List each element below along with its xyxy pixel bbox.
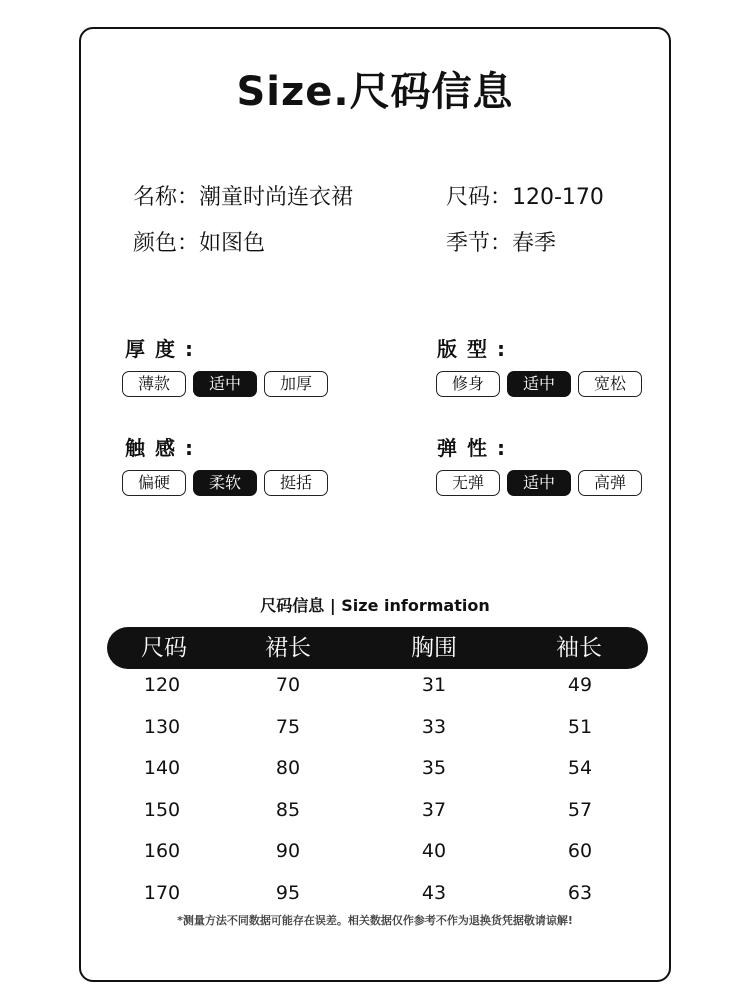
touch-option: 挺括 (264, 470, 328, 496)
table-row (0, 840, 750, 870)
table-cell: 70 (275, 674, 301, 696)
table-cell: 85 (275, 798, 301, 821)
table-cell: 170 (143, 881, 181, 904)
elasticity-option: 高弹 (578, 470, 642, 496)
table-cell: 75 (275, 715, 301, 738)
table-cell: 130 (143, 715, 181, 738)
touch-label: 触感: (125, 436, 203, 460)
table-cell: 150 (143, 798, 181, 821)
header-cell-bust: 胸围 (411, 635, 457, 661)
table-cell: 37 (421, 798, 447, 821)
thickness-label: 厚度: (125, 337, 203, 361)
table-cell: 49 (567, 674, 593, 696)
table-cell: 90 (275, 840, 301, 862)
header-cell-size: 尺码 (141, 635, 187, 661)
table-cell: 80 (275, 757, 301, 779)
header-cell-skirt-length: 裙长 (265, 635, 311, 661)
table-cell: 95 (275, 881, 301, 904)
product-size-range: 尺码：120-170 (446, 185, 604, 210)
elasticity-option: 无弹 (436, 470, 500, 496)
thickness-option: 适中 (193, 371, 257, 397)
table-cell: 120 (143, 674, 181, 696)
size-table-caption: 尺码信息 | Size information (260, 596, 490, 615)
table-cell: 40 (421, 840, 447, 862)
table-row (0, 799, 750, 829)
elasticity-label: 弹性: (437, 436, 515, 460)
table-row (0, 757, 750, 787)
table-cell: 160 (143, 840, 181, 862)
header-cell-sleeve-length: 袖长 (556, 635, 602, 661)
product-name: 名称：潮童时尚连衣裙 (133, 185, 354, 210)
table-row (0, 674, 750, 704)
page-title: Size.尺码信息 (236, 69, 514, 115)
measurement-note: *测量方法不同数据可能存在误差。相关数据仅作参考不作为退换货凭据敬请谅解! (177, 914, 573, 927)
thickness-options (122, 371, 328, 397)
elasticity-option: 适中 (507, 470, 571, 496)
table-cell: 33 (421, 715, 447, 738)
table-cell: 140 (143, 757, 181, 779)
size-table-header (107, 627, 648, 669)
table-cell: 57 (567, 798, 593, 821)
size-card (79, 27, 671, 982)
table-cell: 63 (567, 881, 593, 904)
elasticity-options (436, 470, 642, 496)
table-row (0, 716, 750, 746)
fit-options (436, 371, 642, 397)
table-cell: 60 (567, 840, 593, 862)
product-season: 季节：春季 (446, 231, 557, 256)
table-cell: 43 (421, 881, 447, 904)
fit-option: 宽松 (578, 371, 642, 397)
touch-option: 柔软 (193, 470, 257, 496)
thickness-option: 加厚 (264, 371, 328, 397)
fit-label: 版型: (437, 337, 515, 361)
product-color: 颜色：如图色 (133, 231, 266, 256)
table-cell: 51 (567, 715, 593, 738)
thickness-option: 薄款 (122, 371, 186, 397)
table-cell: 35 (421, 757, 447, 779)
fit-option: 修身 (436, 371, 500, 397)
table-cell: 31 (421, 674, 447, 696)
table-row (0, 882, 750, 912)
touch-option: 偏硬 (122, 470, 186, 496)
table-cell: 54 (567, 757, 593, 779)
fit-option: 适中 (507, 371, 571, 397)
touch-options (122, 470, 328, 496)
